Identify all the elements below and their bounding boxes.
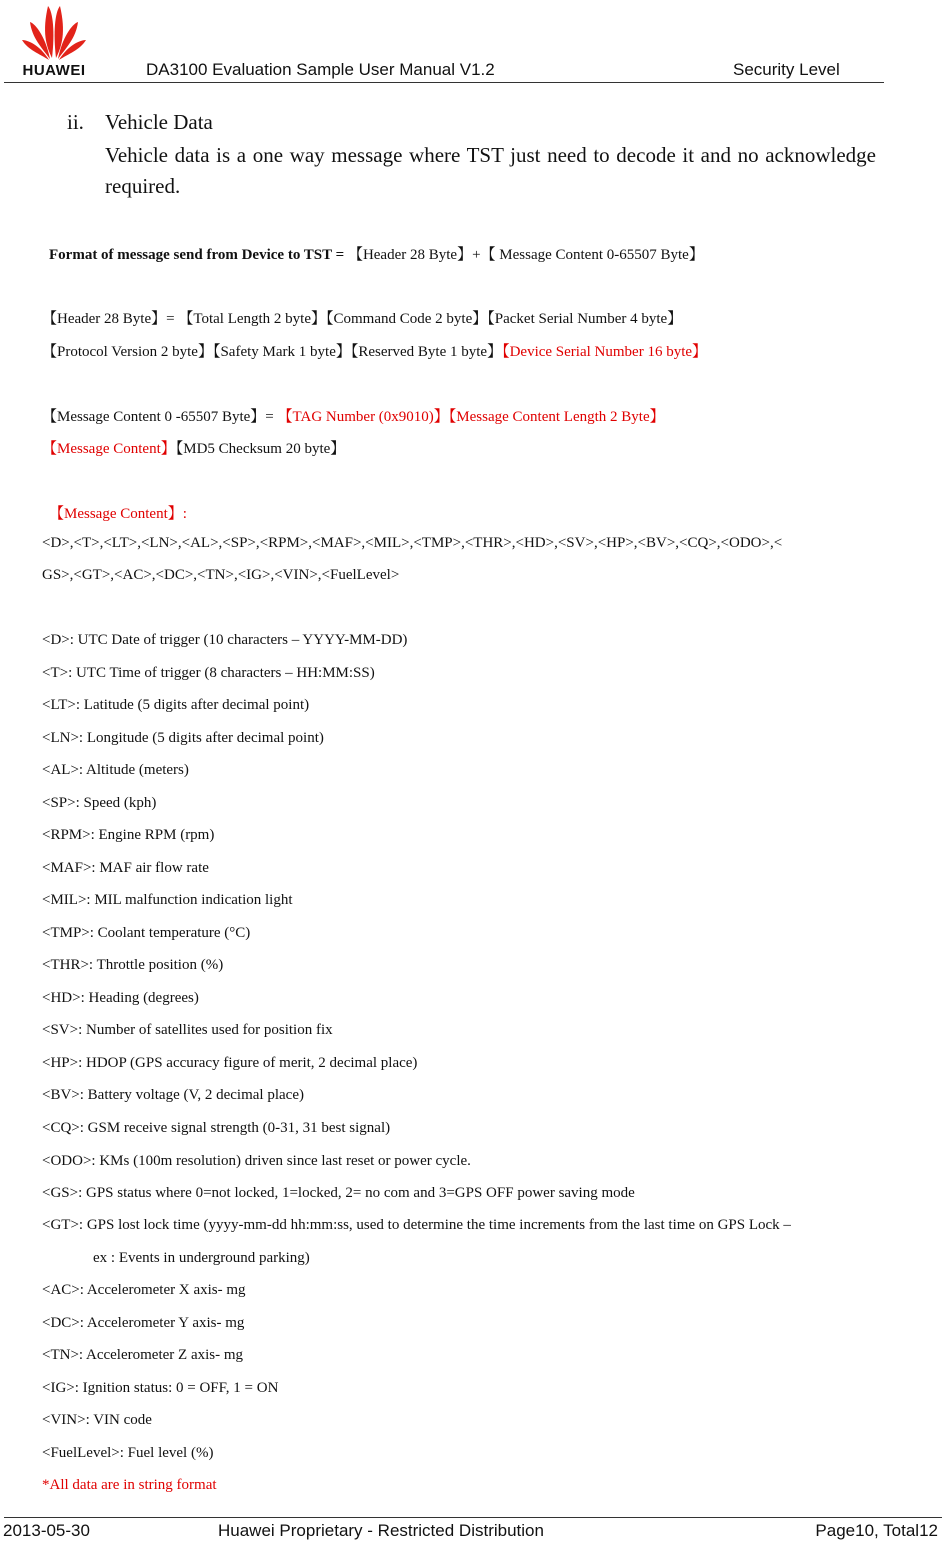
definition-item: <MIL>: MIL malfunction indication light [42,892,293,908]
content-definition-line2 [42,437,345,458]
definition-item: <HD>: Heading (degrees) [42,990,199,1006]
message-fields-line2: GS>,<GT>,<AC>,<DC>,<TN>,<IG>,<VIN>,<FuelLevel> [42,567,400,583]
definition-item: <CQ>: GSM receive signal strength (0-31, 31 best signal) [42,1120,391,1136]
definition-item: <HP>: HDOP (GPS accuracy figure of merit, 2 decimal place) [42,1055,418,1071]
definition-item: <AL>: Altitude (meters) [42,762,189,778]
footer-date: 2013-05-30 [3,1521,90,1540]
footer-distribution: Huawei Proprietary - Restricted Distribution [218,1521,544,1540]
header-divider [4,82,884,83]
tag-and-length-fields: 【TAG Number (0x9010)】【Message Content Length 2 Byte】 [277,409,665,425]
definition-item: <LN>: Longitude (5 digits after decimal point) [42,730,324,746]
message-content-label: 【Message Content】: [49,506,187,522]
md5-checksum-field: 【MD5 Checksum 20 byte】 [175,441,346,457]
definition-item: <GS>: GPS status where 0=not locked, 1=locked, 2= no com and 3=GPS OFF power saving mode [42,1185,635,1201]
definition-item-continuation: ex : Events in underground parking) [93,1250,310,1266]
footer-divider [4,1517,942,1518]
security-level: Security Level [733,60,840,79]
definition-item: <GT>: GPS lost lock time (yyyy-mm-dd hh:mm:ss, used to determine the time increments from the last time on GPS Lock – [42,1217,791,1233]
definition-item: <ODO>: KMs (100m resolution) driven since last reset or power cycle. [42,1153,471,1169]
message-content-field: 【Message Content】 [42,441,176,457]
section-description: Vehicle data is a one way message where TST just need to decode it and no acknowledge required. [105,143,876,198]
message-fields-line1: <D>,<T>,<LT>,<LN>,<AL>,<SP>,<RPM>,<MAF>,<MIL>,<TMP>,<THR>,<HD>,<SV>,<HP>,<BV>,<CQ>,<ODO>,< [42,535,783,551]
huawei-logo [8,2,100,80]
string-format-note: *All data are in string format [42,1477,217,1493]
definition-item: <D>: UTC Date of trigger (10 characters – YYYY-MM-DD) [42,632,408,648]
definition-item: <BV>: Battery voltage (V, 2 decimal place) [42,1087,304,1103]
definition-item: <T>: UTC Time of trigger (8 characters – HH:MM:SS) [42,665,375,681]
definition-item: <TMP>: Coolant temperature (°C) [42,925,251,941]
definition-item: <MAF>: MAF air flow rate [42,860,209,876]
format-line [49,243,704,264]
content-definition-lhs: 【Message Content 0 -65507 Byte】= [42,409,278,425]
definition-item: <VIN>: VIN code [42,1412,152,1428]
section-title: Vehicle Data [105,110,213,134]
header-definition-line2 [42,340,707,361]
definition-item: <RPM>: Engine RPM (rpm) [42,827,215,843]
definition-item: <TN>: Accelerometer Z axis- mg [42,1347,244,1363]
format-parts: 【Header 28 Byte】+【 Message Content 0-65507 Byte】 [347,247,704,263]
definition-item: <FuelLevel>: Fuel level (%) [42,1445,214,1461]
definition-item: <AC>: Accelerometer X axis- mg [42,1282,246,1298]
brand-name: HUAWEI [22,62,86,79]
content-definition-line1 [42,405,665,426]
definition-item: <THR>: Throttle position (%) [42,957,224,973]
huawei-petal-icon [22,2,86,60]
format-prefix: Format of message send from Device to TST = [49,247,348,263]
definition-item: <LT>: Latitude (5 digits after decimal point) [42,697,310,713]
header-definition-line1: 【Header 28 Byte】= 【Total Length 2 byte】【Command Code 2 byte】【Packet Serial Number 4 byte】 [42,311,683,327]
definition-item: <SV>: Number of satellites used for position fix [42,1022,333,1038]
definition-item: <DC>: Accelerometer Y axis- mg [42,1315,245,1331]
header-definition-fields: 【Protocol Version 2 byte】【Safety Mark 1 byte】【Reserved Byte 1 byte】 [42,344,503,360]
definition-item: <SP>: Speed (kph) [42,795,157,811]
footer-page-number: Page10, Total12 [815,1521,938,1540]
definition-item: <IG>: Ignition status: 0 = OFF, 1 = ON [42,1380,279,1396]
section-number: ii. [67,110,84,134]
device-serial-number-field: 【Device Serial Number 16 byte】 [502,344,708,360]
document-title: DA3100 Evaluation Sample User Manual V1.2 [146,60,495,79]
